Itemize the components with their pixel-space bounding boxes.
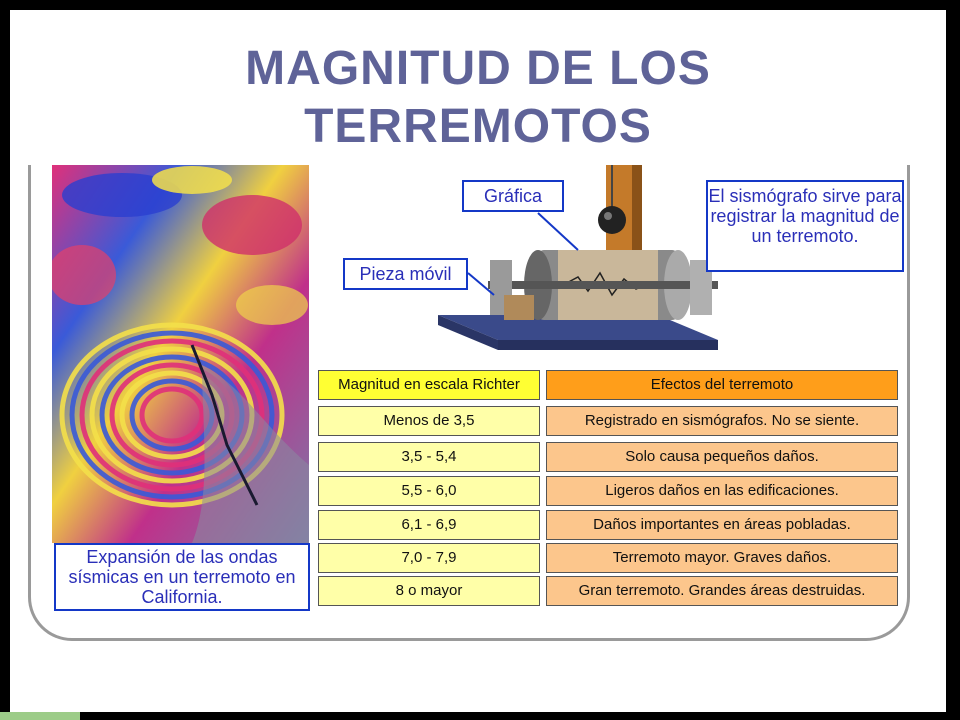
satellite-caption: Expansión de las ondas sísmicas en un terremoto en California.	[54, 543, 310, 611]
slide-title	[10, 40, 946, 156]
title-line-2: TERREMOTOS	[304, 100, 652, 153]
table-row-effects: Solo causa pequeños daños.	[546, 442, 898, 472]
seismograph-info-callout: El sismógrafo sirve para registrar la magnitud de un terremoto.	[706, 180, 904, 272]
title-line-1: MAGNITUD DE LOS	[245, 42, 711, 95]
grafica-callout: Gráfica	[462, 180, 564, 212]
satellite-interferogram-image	[52, 165, 309, 543]
table-row-magnitude: Menos de 3,5	[318, 406, 540, 436]
pieza-movil-callout: Pieza móvil	[343, 258, 468, 290]
table-header-magnitude: Magnitud en escala Richter	[318, 370, 540, 400]
slide-corner-tab	[0, 712, 80, 720]
table-row-effects: Daños importantes en áreas pobladas.	[546, 510, 898, 540]
table-row-magnitude: 5,5 - 6,0	[318, 476, 540, 506]
table-row-magnitude: 3,5 - 5,4	[318, 442, 540, 472]
table-header-effects: Efectos del terremoto	[546, 370, 898, 400]
table-row-effects: Terremoto mayor. Graves daños.	[546, 543, 898, 573]
table-row-magnitude: 7,0 - 7,9	[318, 543, 540, 573]
table-row-effects: Gran terremoto. Grandes áreas destruidas.	[546, 576, 898, 606]
table-row-effects: Registrado en sismógrafos. No se siente.	[546, 406, 898, 436]
table-row-magnitude: 6,1 - 6,9	[318, 510, 540, 540]
table-row-effects: Ligeros daños en las edificaciones.	[546, 476, 898, 506]
table-row-magnitude: 8 o mayor	[318, 576, 540, 606]
